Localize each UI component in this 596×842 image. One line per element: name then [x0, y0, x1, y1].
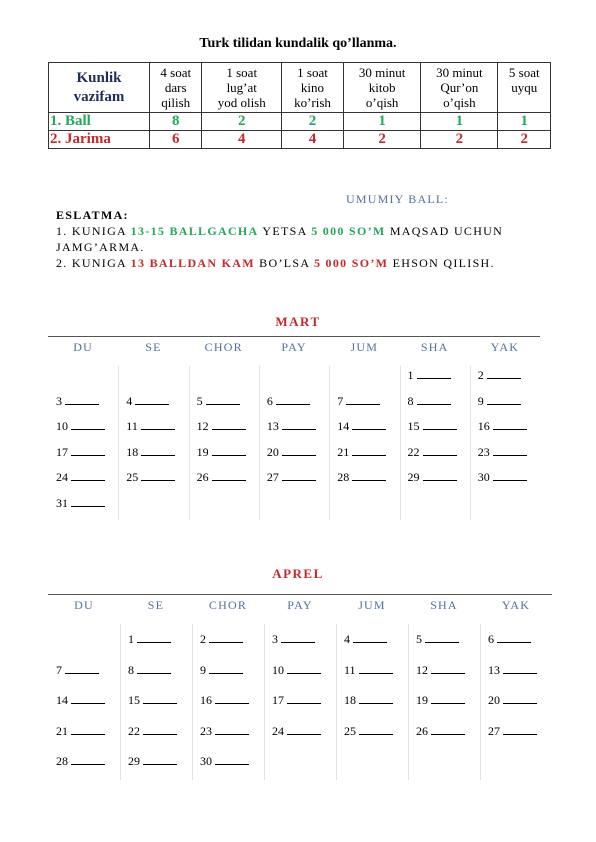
calendar-day[interactable]	[200, 724, 249, 739]
day-number: 10	[56, 419, 68, 433]
calendar-top-rule	[48, 594, 552, 595]
total-score-label: UMUMIY BALL:	[346, 192, 449, 206]
ball-value: 1	[498, 113, 551, 131]
jarima-value: 6	[150, 131, 202, 149]
note-line-2: 2. KUNIGA 13 BALLDAN KAM BO’LSA 5 000 SO’M EHSON QILISH.	[56, 256, 495, 270]
calendar-day[interactable]	[408, 394, 451, 409]
column-divider	[118, 366, 119, 520]
score-blank-line[interactable]	[417, 404, 451, 405]
day-number: 7	[337, 393, 344, 408]
column-divider	[259, 366, 260, 520]
day-number: 16	[200, 693, 212, 707]
calendar-day[interactable]	[344, 693, 393, 708]
calendar-day[interactable]	[128, 632, 171, 647]
day-number: 29	[128, 754, 140, 768]
calendar-day[interactable]	[56, 693, 105, 708]
calendar-day[interactable]	[272, 724, 321, 739]
calendar-day[interactable]	[337, 394, 380, 409]
calendar-day[interactable]	[337, 445, 386, 460]
score-blank-line[interactable]	[206, 404, 240, 405]
calendar-day[interactable]	[344, 632, 387, 647]
score-blank-line[interactable]	[71, 734, 105, 735]
jarima-row	[49, 131, 551, 149]
calendar-day[interactable]	[408, 419, 457, 434]
column-divider	[264, 624, 265, 780]
daily-tasks-table	[48, 62, 551, 149]
score-blank-line[interactable]	[352, 455, 386, 456]
day-number: 8	[407, 393, 414, 408]
score-blank-line[interactable]	[353, 642, 387, 643]
calendar-day[interactable]	[197, 445, 246, 460]
day-number: 23	[477, 444, 490, 459]
day-number: 23	[200, 723, 212, 738]
notes-label: ESLATMA:	[56, 208, 129, 222]
score-blank-line[interactable]	[71, 429, 105, 430]
column-divider	[336, 624, 337, 780]
day-number: 30	[200, 754, 212, 768]
calendar-day[interactable]	[56, 496, 105, 511]
column-divider	[329, 366, 330, 520]
calendar-day[interactable]	[272, 663, 321, 678]
day-number: 3	[272, 632, 278, 646]
day-number: 19	[416, 693, 428, 707]
day-number: 3	[56, 393, 62, 408]
weekday-header: PAY	[281, 340, 307, 354]
calendar-day[interactable]	[478, 394, 521, 409]
calendar-day[interactable]	[488, 632, 531, 647]
score-blank-line[interactable]	[212, 480, 246, 481]
score-blank-line[interactable]	[425, 642, 459, 643]
day-number: 17	[272, 693, 284, 707]
day-number: 1	[128, 632, 134, 646]
weekday-header: CHOR	[208, 598, 248, 612]
day-number: 4	[344, 632, 350, 646]
score-blank-line[interactable]	[281, 642, 315, 643]
calendar-day[interactable]	[488, 724, 537, 739]
jarima-value: 4	[281, 131, 343, 149]
score-blank-line[interactable]	[497, 642, 531, 643]
jarima-label: 2. Jarima	[49, 131, 150, 149]
score-blank-line[interactable]	[71, 703, 105, 704]
calendar-day[interactable]	[56, 470, 105, 485]
calendar-day[interactable]	[128, 663, 171, 678]
calendar-day[interactable]	[416, 663, 465, 678]
calendar-day[interactable]	[56, 724, 105, 739]
day-number: 2	[477, 368, 484, 382]
day-number: 25	[344, 723, 356, 738]
notes-block	[56, 207, 546, 271]
task-column-header: 4 soat dars qilish	[150, 63, 202, 113]
calendar-day[interactable]	[56, 445, 105, 460]
score-blank-line[interactable]	[141, 455, 175, 456]
score-blank-line[interactable]	[493, 455, 527, 456]
score-blank-line[interactable]	[71, 480, 105, 481]
column-divider	[192, 624, 193, 780]
day-number: 21	[56, 723, 68, 738]
day-number: 14	[337, 419, 350, 433]
calendar-day[interactable]	[267, 394, 310, 409]
score-blank-line[interactable]	[143, 764, 177, 765]
score-blank-line[interactable]	[346, 404, 380, 405]
calendar-day[interactable]	[126, 470, 175, 485]
score-blank-line[interactable]	[282, 429, 316, 430]
column-divider	[400, 366, 401, 520]
column-divider	[408, 624, 409, 780]
score-blank-line[interactable]	[352, 429, 386, 430]
score-blank-line[interactable]	[287, 673, 321, 674]
column-divider	[470, 366, 471, 520]
column-divider	[480, 624, 481, 780]
calendar-day[interactable]	[267, 445, 316, 460]
score-blank-line[interactable]	[135, 404, 169, 405]
weekday-header: DU	[74, 598, 94, 612]
calendar-day[interactable]	[197, 394, 240, 409]
day-number: 13	[266, 419, 279, 433]
calendar-day[interactable]	[197, 419, 246, 434]
day-number: 30	[477, 470, 490, 484]
day-number: 28	[337, 470, 350, 484]
day-number: 12	[416, 662, 428, 677]
day-number: 29	[407, 470, 420, 484]
ball-value: 8	[150, 113, 202, 131]
ball-value: 2	[281, 113, 343, 131]
ball-row	[49, 113, 551, 131]
score-blank-line[interactable]	[137, 642, 171, 643]
score-blank-line[interactable]	[282, 480, 316, 481]
ball-value: 1	[421, 113, 498, 131]
day-number: 8	[128, 662, 134, 677]
column-divider	[189, 366, 190, 520]
calendar-day[interactable]	[267, 419, 316, 434]
score-blank-line[interactable]	[71, 764, 105, 765]
day-number: 16	[477, 419, 490, 433]
jarima-value: 2	[498, 131, 551, 149]
calendar-day[interactable]	[416, 693, 465, 708]
calendar-day[interactable]	[416, 724, 465, 739]
calendar-day[interactable]	[488, 693, 537, 708]
day-number: 12	[196, 419, 209, 433]
day-number: 24	[272, 723, 284, 738]
calendar-day[interactable]	[126, 419, 175, 434]
day-number: 25	[126, 470, 139, 484]
month-title-mart: MART	[275, 314, 321, 329]
day-number: 18	[126, 444, 139, 459]
weekday-header: YAK	[490, 340, 520, 354]
score-blank-line[interactable]	[423, 429, 457, 430]
day-number: 10	[272, 662, 284, 677]
score-blank-line[interactable]	[359, 703, 393, 704]
calendar-day[interactable]	[126, 445, 175, 460]
score-blank-line[interactable]	[423, 480, 457, 481]
day-number: 20	[488, 693, 500, 707]
score-blank-line[interactable]	[503, 734, 537, 735]
calendar-day[interactable]	[128, 693, 177, 708]
calendar-day[interactable]	[200, 632, 243, 647]
score-blank-line[interactable]	[287, 703, 321, 704]
calendar-day[interactable]	[337, 470, 386, 485]
day-number: 5	[416, 632, 422, 646]
weekday-header: JUM	[358, 598, 386, 612]
calendar-day[interactable]	[272, 693, 321, 708]
score-blank-line[interactable]	[141, 429, 175, 430]
weekday-header: PAY	[287, 598, 313, 612]
day-number: 15	[407, 419, 420, 433]
score-blank-line[interactable]	[65, 404, 99, 405]
day-number: 27	[266, 470, 279, 484]
score-blank-line[interactable]	[287, 734, 321, 735]
calendar-day[interactable]	[56, 663, 99, 678]
score-blank-line[interactable]	[143, 734, 177, 735]
calendar-day[interactable]	[416, 632, 459, 647]
score-blank-line[interactable]	[209, 642, 243, 643]
score-blank-line[interactable]	[282, 455, 316, 456]
score-blank-line[interactable]	[215, 764, 249, 765]
weekday-header: SE	[145, 340, 162, 354]
day-number: 6	[488, 632, 494, 646]
day-number: 1	[407, 368, 414, 382]
score-blank-line[interactable]	[212, 455, 246, 456]
day-number: 28	[56, 754, 68, 768]
score-blank-line[interactable]	[417, 378, 451, 379]
calendar-day[interactable]	[197, 470, 246, 485]
task-column-header: 1 soat kino ko’rish	[281, 63, 343, 113]
calendar-day[interactable]	[267, 470, 316, 485]
score-blank-line[interactable]	[215, 734, 249, 735]
note-line-1: 1. KUNIGA 13-15 BALLGACHA YETSA 5 000 SO’M MAQSAD UCHUN JAMG’ARMA.	[56, 224, 504, 254]
month-title-aprel: APREL	[272, 566, 324, 581]
score-blank-line[interactable]	[493, 429, 527, 430]
ball-value: 1	[344, 113, 421, 131]
jarima-value: 4	[202, 131, 281, 149]
weekday-header: SHA	[420, 340, 449, 354]
score-blank-line[interactable]	[65, 673, 99, 674]
task-column-header: 30 minut kitob o’qish	[344, 63, 421, 113]
weekday-header: DU	[73, 340, 94, 354]
score-blank-line[interactable]	[141, 480, 175, 481]
jarima-value: 2	[421, 131, 498, 149]
calendar-day[interactable]	[478, 445, 527, 460]
calendar-day[interactable]	[408, 470, 457, 485]
header-label: Kunlik vazifam	[49, 63, 150, 113]
calendar-day[interactable]	[337, 419, 386, 434]
score-blank-line[interactable]	[212, 429, 246, 430]
weekday-header: SE	[147, 598, 165, 612]
calendar-day[interactable]	[344, 663, 393, 678]
score-blank-line[interactable]	[352, 480, 386, 481]
day-number: 31	[56, 495, 68, 510]
calendar-day[interactable]	[126, 394, 169, 409]
day-number: 9	[200, 662, 206, 677]
day-number: 21	[337, 444, 350, 459]
score-blank-line[interactable]	[423, 455, 457, 456]
jarima-value: 2	[344, 131, 421, 149]
weekday-header: SHA	[430, 598, 458, 612]
calendar-day[interactable]	[272, 632, 315, 647]
day-number: 13	[488, 662, 500, 677]
score-blank-line[interactable]	[487, 404, 521, 405]
calendar-day[interactable]	[56, 754, 105, 769]
document-title: Turk tilidan kundalik qo’llanma.	[199, 36, 397, 51]
day-number: 5	[196, 393, 203, 408]
score-blank-line[interactable]	[137, 673, 171, 674]
table-header-row	[49, 63, 551, 113]
day-number: 19	[196, 444, 209, 459]
task-column-header: 1 soat lug’at yod olish	[202, 63, 281, 113]
calendar-aprel	[48, 594, 552, 784]
day-number: 26	[196, 470, 209, 484]
day-number: 22	[128, 723, 140, 738]
calendar-day[interactable]	[56, 394, 99, 409]
day-number: 6	[266, 393, 273, 408]
day-number: 14	[56, 693, 68, 707]
calendar-day[interactable]	[478, 470, 527, 485]
day-number: 7	[56, 662, 62, 677]
day-number: 18	[344, 693, 356, 707]
calendar-day[interactable]	[200, 754, 249, 769]
day-number: 17	[56, 444, 68, 459]
score-blank-line[interactable]	[503, 703, 537, 704]
score-blank-line[interactable]	[431, 703, 465, 704]
score-blank-line[interactable]	[71, 506, 105, 507]
score-blank-line[interactable]	[503, 673, 537, 674]
weekday-header: CHOR	[204, 340, 243, 354]
day-number: 15	[128, 693, 140, 707]
score-blank-line[interactable]	[431, 734, 465, 735]
calendar-day[interactable]	[128, 724, 177, 739]
score-blank-line[interactable]	[493, 480, 527, 481]
calendar-day[interactable]	[344, 724, 393, 739]
score-blank-line[interactable]	[71, 455, 105, 456]
calendar-day[interactable]	[408, 445, 457, 460]
score-blank-line[interactable]	[487, 378, 521, 379]
score-blank-line[interactable]	[359, 673, 393, 674]
score-blank-line[interactable]	[143, 703, 177, 704]
ball-label: 1. Ball	[49, 113, 150, 131]
day-number: 11	[126, 419, 138, 433]
column-divider	[120, 624, 121, 780]
day-number: 20	[266, 444, 279, 459]
calendar-day[interactable]	[128, 754, 177, 769]
day-number: 24	[56, 470, 68, 484]
calendar-day[interactable]	[478, 368, 521, 383]
weekday-header: JUM	[350, 340, 379, 354]
day-number: 2	[200, 632, 206, 646]
task-column-header: 30 minut Qur’on o’qish	[421, 63, 498, 113]
score-blank-line[interactable]	[209, 673, 243, 674]
day-number: 11	[344, 662, 356, 677]
weekday-header: YAK	[501, 598, 531, 612]
ball-value: 2	[202, 113, 281, 131]
calendar-day[interactable]	[408, 368, 451, 383]
calendar-day[interactable]	[200, 693, 249, 708]
calendar-day[interactable]	[488, 663, 537, 678]
task-column-header: 5 soat uyqu	[498, 63, 551, 113]
day-number: 22	[407, 444, 420, 459]
calendar-day[interactable]	[56, 419, 105, 434]
day-number: 4	[126, 393, 133, 408]
score-blank-line[interactable]	[431, 673, 465, 674]
score-blank-line[interactable]	[359, 734, 393, 735]
day-number: 9	[477, 393, 484, 408]
calendar-day[interactable]	[478, 419, 527, 434]
score-blank-line[interactable]	[276, 404, 310, 405]
calendar-mart	[48, 336, 540, 522]
score-blank-line[interactable]	[215, 703, 249, 704]
day-number: 26	[416, 723, 428, 738]
day-number: 27	[488, 723, 500, 738]
calendar-top-rule	[48, 336, 540, 337]
calendar-day[interactable]	[200, 663, 243, 678]
